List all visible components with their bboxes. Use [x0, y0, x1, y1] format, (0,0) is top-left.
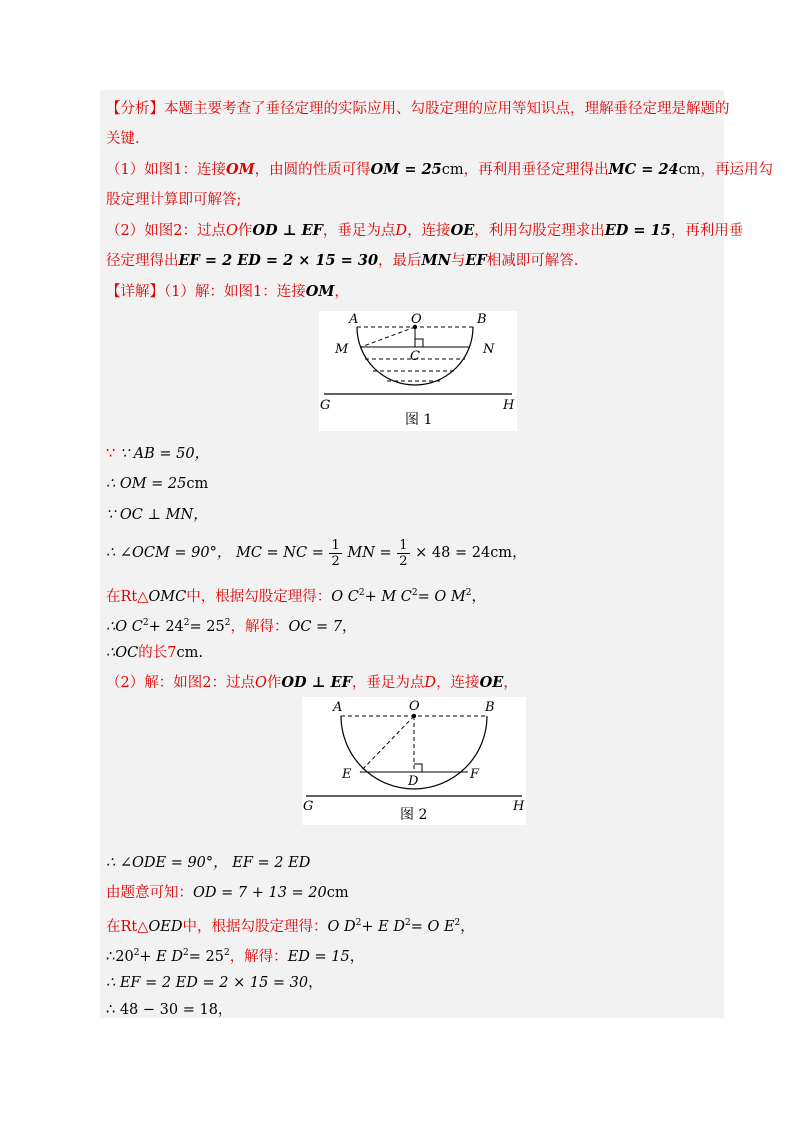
fraction-half-1: $\frac{1}{2}$	[331, 537, 340, 569]
detail-ab: ∵ ∵ AB = 50，	[106, 446, 210, 462]
fig2-right-angle-mark	[414, 764, 422, 772]
fig2-label-e: E	[342, 767, 352, 782]
fig1-caption: 图 1	[405, 412, 433, 428]
detail-ode: ∴ ∠ODE = 90°， EF = 2 ED	[106, 855, 311, 871]
detail-od: 由题意可知：OD = 7 + 13 = 20cm	[106, 885, 349, 901]
fig2-caption: 图 2	[400, 807, 428, 823]
fig2-label-h: H	[513, 799, 525, 814]
detail-oc-perp: ∵ OC ⊥ MN，	[106, 507, 208, 523]
detail-line-1: 【详解】（1）解：如图1：连接OM，	[106, 283, 349, 300]
fig2-label-b: B	[485, 700, 495, 715]
detail-pythagoras-2: 在Rt△OED中，根据勾股定理得：O $D^2+ E$ $D^2= O$ $E^2$，	[106, 918, 475, 935]
detail-oc-solve: ∴O $C^2+ 24^2= 25^2$，解得：OC = 7，	[106, 618, 357, 635]
fig1-label-c: C	[410, 349, 420, 364]
fig1-label-m: M	[335, 342, 349, 357]
fig1-label-g: G	[320, 398, 331, 413]
detail-pythagoras-1: 在Rt△OMC中，根据勾股定理得：O $C^2+ M$ $C^2= O$ $M^2$，	[106, 588, 486, 605]
analysis-heading: 【分析】	[106, 101, 164, 117]
fig2-segment-oe	[360, 716, 414, 772]
fig2-label-a: A	[333, 700, 343, 715]
fig1-label-n: N	[483, 342, 495, 357]
fig2-label-o: O	[409, 699, 420, 714]
fig1-right-angle-mark	[415, 339, 423, 347]
detail-oc-length: ∴OC的长7cm.	[106, 645, 203, 661]
analysis-step-2: （2）如图2：过点O作OD ⊥ EF，垂足为点D，连接OE，利用勾股定理求出ED = 15，再利用垂	[106, 222, 744, 239]
analysis-step-1-cont: 股定理计算即可解答;	[106, 192, 242, 208]
detail-final: ∴ 48 − 30 = 18，	[106, 1002, 233, 1018]
fig2-center-point	[412, 714, 416, 718]
analysis-step-1: （1）如图1：连接OM，由圆的性质可得OM = 25cm，再利用垂径定理得出MC = 24cm，再运用勾	[106, 161, 774, 178]
fig2-label-f: F	[470, 767, 480, 782]
figure-2	[302, 697, 526, 825]
detail-ed-solve: $\therefore 20^2+ E$ $D^2= 25^2$，解得：ED = 15，	[106, 948, 365, 965]
detail-mc: ∴ ∠OCM = 90°， MC = NC = $\frac{1}{2}$ MN = $\frac{1}{2}$ × 48 = 24cm，	[106, 537, 527, 569]
detail-part-2: （2）解：如图2：过点O作OD ⊥ EF，垂足为点D，连接OE，	[106, 674, 518, 691]
fig2-label-d: D	[408, 774, 419, 789]
detail-heading: 【详解】	[106, 284, 164, 300]
fig1-label-a: A	[349, 312, 359, 327]
figure-1	[319, 311, 517, 431]
detail-om: ∴ OM = 25cm	[106, 476, 209, 492]
analysis-line-2: 关键.	[106, 131, 140, 147]
fig2-label-g: G	[303, 799, 314, 814]
fig1-label-b: B	[477, 312, 487, 327]
fig1-segment-om	[361, 327, 415, 347]
analysis-line-1: 【分析】本题主要考查了垂径定理的实际应用、勾股定理的应用等知识点，理解垂径定理是解题的	[106, 101, 730, 117]
fig1-label-h: H	[503, 398, 515, 413]
fig1-label-o: O	[411, 312, 422, 327]
analysis-step-2-cont: 径定理得出EF = 2 ED = 2 × 15 = 30，最后MN与EF相减即可解答.	[106, 252, 579, 269]
fraction-half-2: $\frac{1}{2}$	[399, 537, 408, 569]
detail-ef: ∴ EF = 2 ED = 2 × 15 = 30，	[106, 975, 323, 991]
